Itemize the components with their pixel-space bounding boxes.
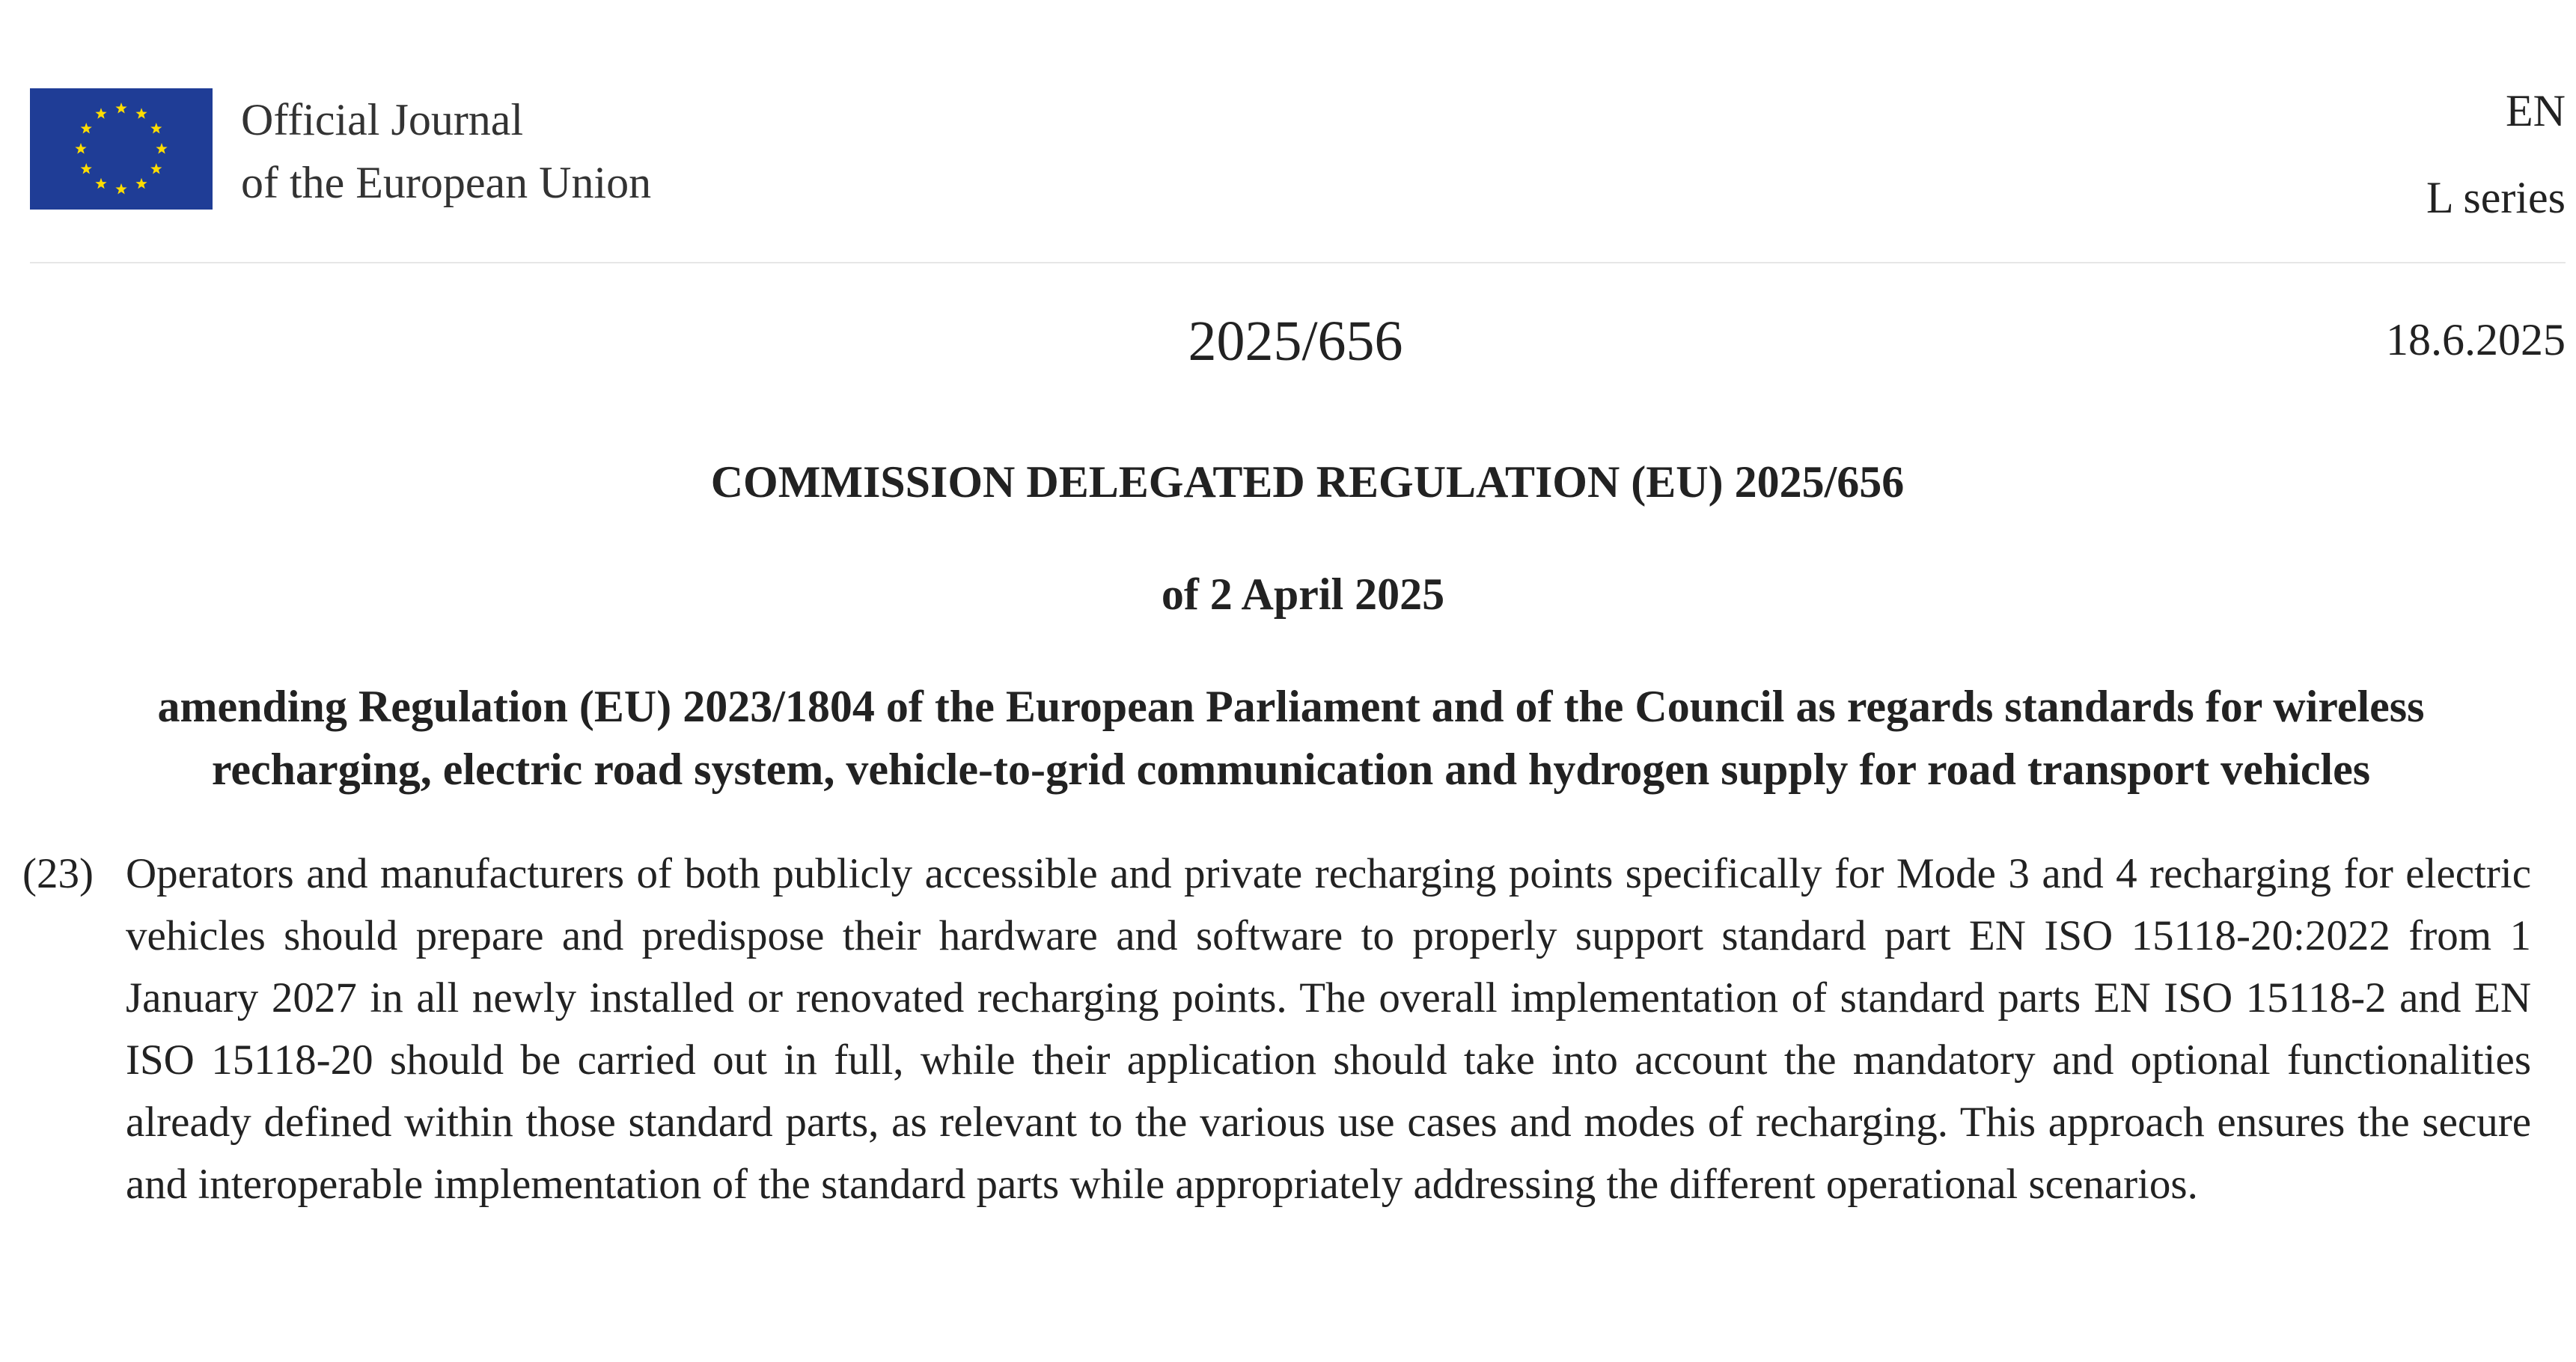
eu-star-icon [75,143,86,153]
publication-date: 18.6.2025 [2386,315,2566,364]
eu-stars-icon [30,88,213,210]
journal-title [241,88,651,214]
language-code: EN [2506,86,2566,135]
eu-star-icon [150,123,162,133]
document-number: 2025/656 [1188,310,1403,373]
series-label: L series [2426,173,2566,222]
header-divider [30,262,2566,263]
eu-flag-icon [30,88,213,210]
eu-star-icon [115,183,126,194]
recital-text: Operators and manufacturers of both publicly accessible and private recharging points specifically for Mode 3 and 4 recharging for electric vehicles should prepare and predispose their hardware and software to properly support standard part EN ISO 15118-20:2022 from 1 January 2027 in all newly installed or renovated recharging points. The overall implementation of standard parts EN ISO 15118-2 and EN ISO 15118-20 should be carried out in full, while their application should take into account the mandatory and optional functionalities already defined within those standard parts, as relevant to the various use cases and modes of recharging. This approach ensures the secure and interoperable implementation of the standard parts while appropriately addressing the different operational scenarios. [126,850,2531,1208]
eu-star-icon [135,108,147,118]
journal-header [30,88,2566,260]
eu-star-icon [135,178,147,189]
journal-title-line2: of the European Union [241,158,652,207]
eu-star-icon [95,108,106,118]
eu-star-icon [156,143,167,153]
regulation-title: COMMISSION DELEGATED REGULATION (EU) 2025/656 [710,457,1905,507]
regulation-subject: amending Regulation (EU) 2023/1804 of the European Parliament and of the Council as regards standards for wireless recharging, electric road system, vehicle-to-grid communication and hydrogen supply for road transport vehicles [157,682,2425,794]
eu-star-icon [95,178,106,189]
eu-star-icon [81,163,92,174]
eu-star-icon [115,103,126,113]
regulation-date: of 2 April 2025 [1161,569,1445,619]
recital-number: (23) [22,850,94,897]
eu-star-icon [81,123,92,133]
journal-title-line1: Official Journal [241,95,524,144]
eu-star-icon [150,163,162,174]
